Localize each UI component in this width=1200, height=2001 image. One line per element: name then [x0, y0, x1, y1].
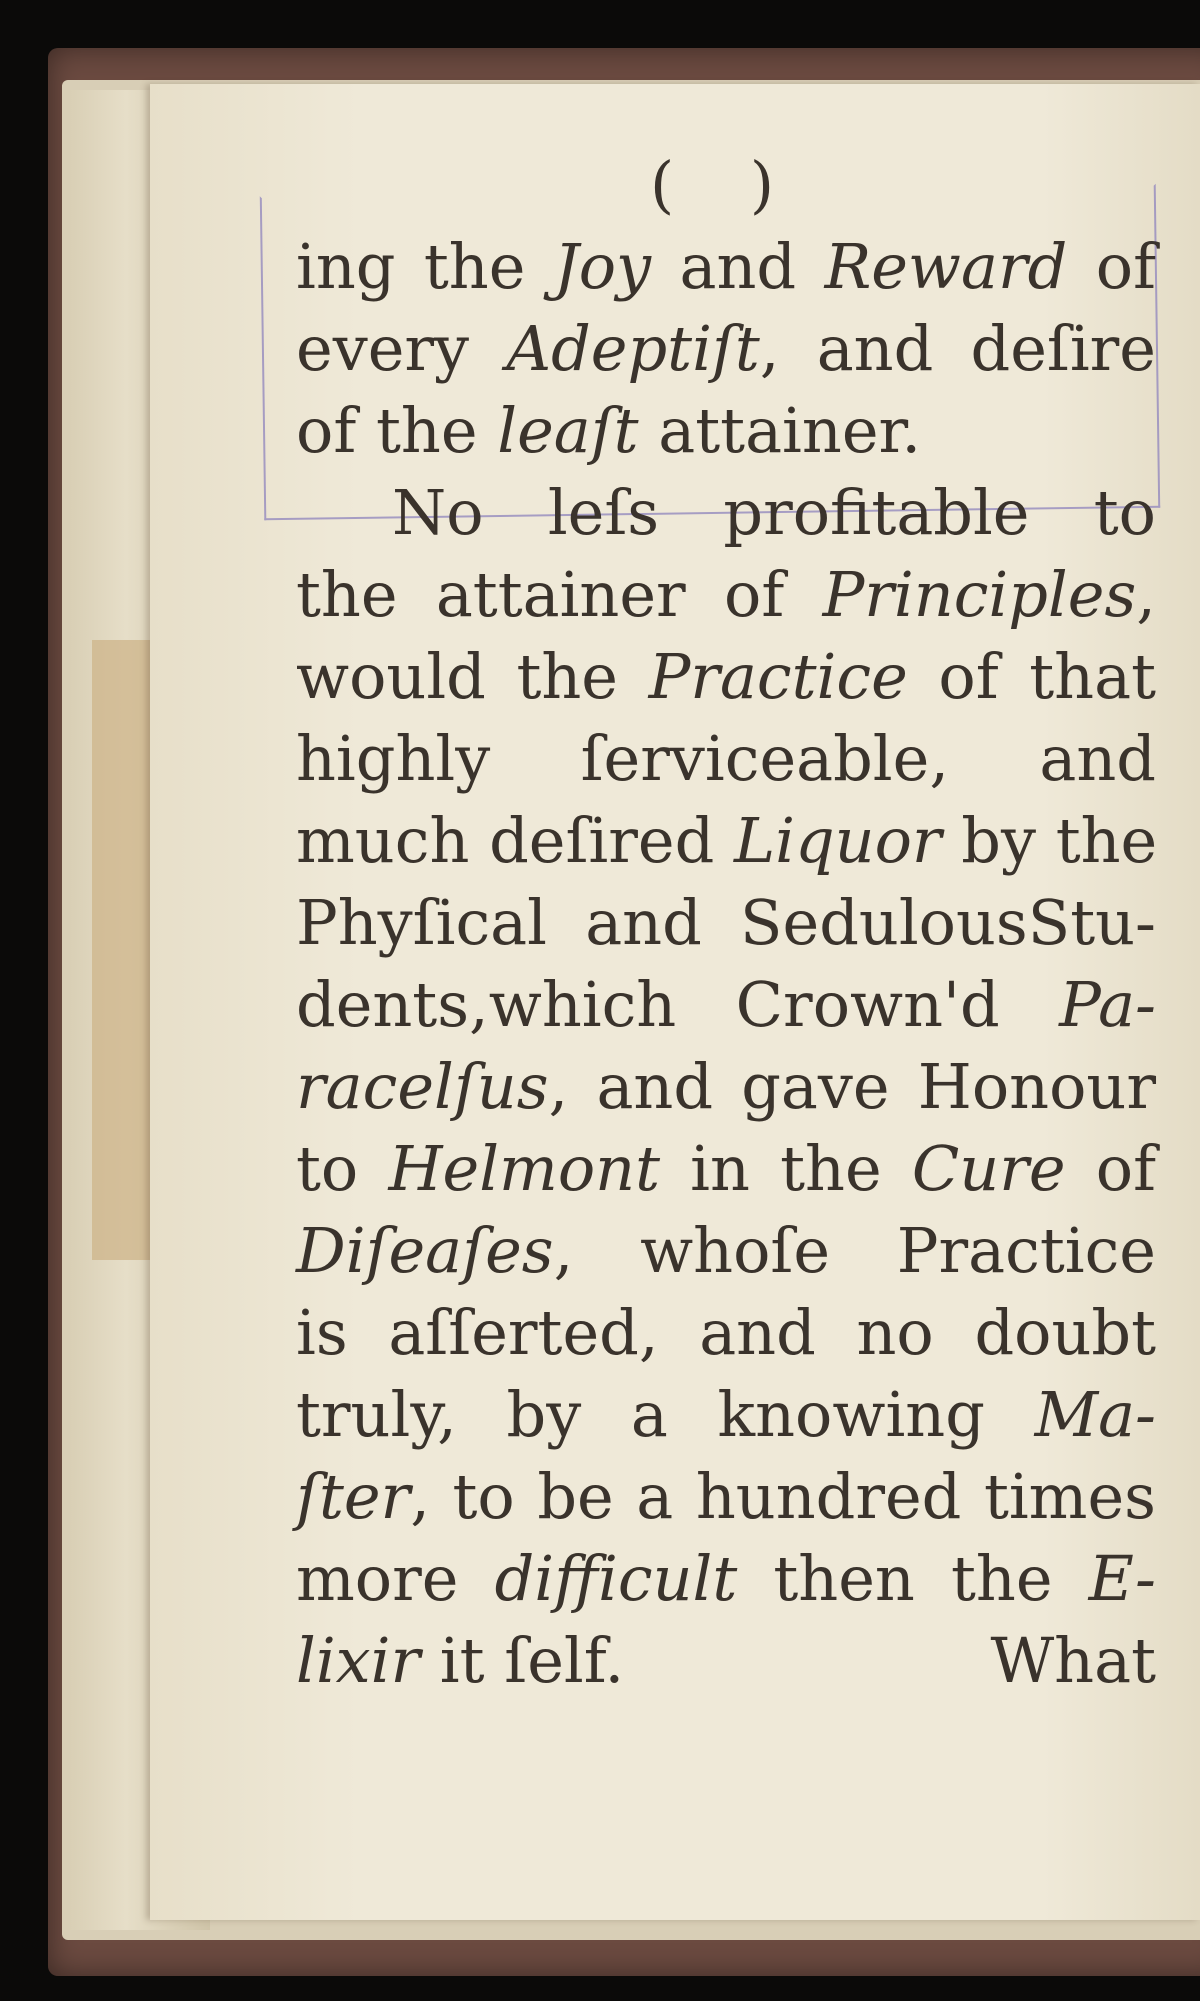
italic-run: Helmont — [388, 1132, 660, 1205]
text-line — [296, 1538, 1156, 1620]
text-line — [296, 882, 1156, 964]
text-line — [296, 554, 1156, 636]
text-run: highly ſerviceable, and — [296, 722, 1156, 795]
text-line — [296, 800, 1156, 882]
italic-run: Practice — [648, 640, 908, 713]
text-run: ing the — [296, 230, 554, 303]
catchword: What — [990, 1624, 1156, 1697]
text-run: of — [1067, 230, 1157, 303]
text-run: , to be a hundred times — [410, 1460, 1156, 1533]
text-run: of — [1065, 1132, 1157, 1205]
text-run: of the — [296, 394, 498, 467]
italic-run: racelſus — [296, 1050, 549, 1123]
text-line — [296, 964, 1156, 1046]
text-run: and — [651, 230, 825, 303]
text-line — [296, 1292, 1156, 1374]
italic-run: Cure — [911, 1132, 1066, 1205]
italic-run: Joy — [553, 230, 652, 303]
text-run: to — [296, 1132, 389, 1205]
text-run: truly, by a knowing — [296, 1378, 1035, 1451]
text-line — [296, 472, 1156, 554]
italic-run: Principles — [822, 558, 1137, 631]
text-run: attainer. — [638, 394, 922, 467]
text-line — [296, 308, 1156, 390]
text-line — [296, 1128, 1156, 1210]
text-run: Phyſical and SedulousStu- — [296, 886, 1156, 959]
text-run: , — [1136, 558, 1156, 631]
page-text — [296, 150, 1156, 1702]
last-line-text — [296, 1620, 624, 1702]
page-number: ( ) — [649, 148, 803, 221]
text-line — [296, 1374, 1156, 1456]
text-line — [296, 718, 1156, 800]
italic-run: leaſt — [497, 394, 639, 467]
text-run: , and deſire — [759, 312, 1156, 385]
text-line — [296, 1046, 1156, 1128]
italic-run: Reward — [824, 230, 1068, 303]
text-run: is aſſerted, and no doubt — [296, 1296, 1156, 1369]
italic-run: E- — [1088, 1542, 1156, 1615]
text-line — [296, 390, 1156, 472]
text-run: , whoſe Practice — [553, 1214, 1156, 1287]
text-run: would the — [296, 640, 649, 713]
text-line — [296, 636, 1156, 718]
text-run: it ſelf. — [420, 1624, 625, 1697]
text-line — [296, 1210, 1156, 1292]
italic-run: Ma- — [1034, 1378, 1156, 1451]
text-run: dents,which Crown'd — [296, 968, 1060, 1041]
text-run: by the — [941, 804, 1158, 877]
text-run: then the — [737, 1542, 1089, 1615]
text-run: more — [296, 1542, 495, 1615]
text-line — [296, 1620, 1156, 1702]
italic-run: Pa- — [1059, 968, 1156, 1041]
text-run: every — [296, 312, 507, 385]
text-line — [296, 226, 1156, 308]
text-run: of that — [907, 640, 1156, 713]
italic-run: lixir — [296, 1624, 421, 1697]
text-run: the attainer of — [296, 558, 823, 631]
italic-run: Liquor — [733, 804, 942, 877]
italic-run: difficult — [494, 1542, 738, 1615]
italic-run: Adeptiſt — [506, 312, 760, 385]
text-run: in the — [660, 1132, 912, 1205]
italic-run: ſter — [296, 1460, 411, 1533]
text-run: No leſs profitable to — [392, 476, 1156, 549]
italic-run: Diſeaſes — [296, 1214, 554, 1287]
text-line — [296, 1456, 1156, 1538]
text-run: much deſired — [296, 804, 734, 877]
text-run: , and gave Honour — [548, 1050, 1156, 1123]
